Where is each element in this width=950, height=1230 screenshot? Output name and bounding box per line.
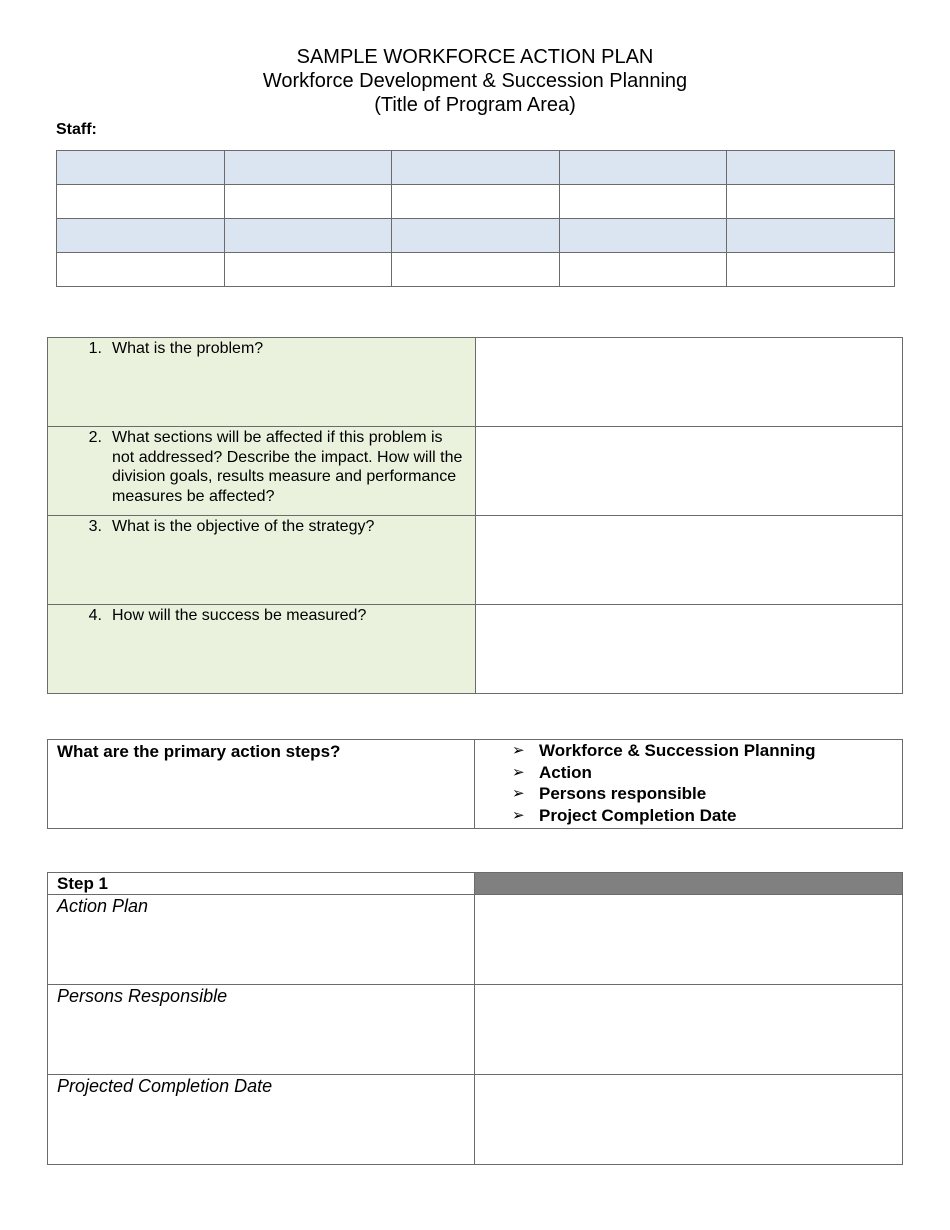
staff-cell[interactable] — [727, 219, 895, 253]
question-cell — [48, 338, 476, 427]
staff-cell[interactable] — [224, 253, 392, 287]
action-steps-list — [475, 740, 902, 826]
staff-cell[interactable] — [392, 219, 560, 253]
staff-cell[interactable] — [727, 253, 895, 287]
staff-label: Staff: — [56, 121, 97, 138]
questions-table — [47, 337, 903, 694]
question-row — [48, 338, 903, 427]
document-title: SAMPLE WORKFORCE ACTION PLAN — [296, 46, 654, 68]
staff-cell[interactable] — [392, 253, 560, 287]
step-row-label: Projected Completion Date — [48, 1075, 475, 1165]
document-header — [0, 45, 950, 117]
step-header-row — [48, 873, 903, 895]
question-number: 1. — [88, 340, 102, 357]
step-heading: Step 1 — [48, 873, 475, 895]
question-row — [48, 605, 903, 694]
step-row-value[interactable] — [475, 985, 903, 1075]
staff-cell[interactable] — [727, 151, 895, 185]
question-row — [48, 516, 903, 605]
question-cell — [48, 605, 476, 694]
staff-cell[interactable] — [57, 185, 225, 219]
staff-cell[interactable] — [559, 151, 727, 185]
staff-cell[interactable] — [57, 151, 225, 185]
step-row-label: Persons Responsible — [48, 985, 475, 1075]
staff-table — [56, 150, 895, 287]
list-item — [512, 740, 902, 762]
step-row — [48, 985, 903, 1075]
staff-cell[interactable] — [559, 253, 727, 287]
arrow-bullet-icon: ➢ — [512, 742, 525, 759]
staff-row — [57, 253, 895, 287]
staff-cell[interactable] — [727, 185, 895, 219]
staff-cell[interactable] — [57, 253, 225, 287]
answer-cell[interactable] — [476, 605, 903, 694]
step-row-value[interactable] — [475, 1075, 903, 1165]
step-header-fill — [475, 873, 903, 895]
list-item — [512, 762, 902, 784]
staff-cell[interactable] — [559, 219, 727, 253]
step-row — [48, 1075, 903, 1165]
staff-row — [57, 219, 895, 253]
action-steps-table — [47, 739, 903, 829]
list-item — [512, 783, 902, 805]
step-row — [48, 895, 903, 985]
question-number: 4. — [88, 607, 102, 624]
list-item-label: Workforce & Succession Planning — [539, 741, 816, 760]
staff-cell[interactable] — [224, 219, 392, 253]
staff-row — [57, 151, 895, 185]
program-area-title: (Title of Program Area) — [374, 94, 576, 116]
answer-cell[interactable] — [476, 516, 903, 605]
list-item-label: Action — [539, 762, 592, 782]
question-number: 2. — [88, 429, 102, 446]
question-number: 3. — [88, 518, 102, 535]
step-row-value[interactable] — [475, 895, 903, 985]
staff-cell[interactable] — [559, 185, 727, 219]
staff-cell[interactable] — [224, 185, 392, 219]
step-table — [47, 872, 903, 1165]
list-item — [512, 805, 902, 827]
question-row — [48, 427, 903, 516]
answer-cell[interactable] — [476, 338, 903, 427]
step-row-label: Action Plan — [48, 895, 475, 985]
staff-cell[interactable] — [224, 151, 392, 185]
question-text: What is the problem? — [112, 340, 264, 357]
staff-cell[interactable] — [392, 151, 560, 185]
question-text: What sections will be affected if this problem is not addressed? Describe the impact. How will the division goals, results measure and performance measures be affected? — [112, 429, 463, 505]
action-steps-question: What are the primary action steps? — [48, 740, 475, 829]
arrow-bullet-icon: ➢ — [512, 763, 525, 781]
question-text: What is the objective of the strategy? — [112, 518, 375, 535]
question-cell — [48, 516, 476, 605]
list-item-label: Project Completion Date — [539, 805, 737, 825]
list-item-label: Persons responsible — [539, 784, 707, 803]
staff-row — [57, 185, 895, 219]
staff-cell[interactable] — [392, 185, 560, 219]
action-steps-row — [48, 740, 903, 829]
question-text: How will the success be measured? — [112, 607, 367, 624]
arrow-bullet-icon: ➢ — [512, 785, 525, 802]
question-cell — [48, 427, 476, 516]
answer-cell[interactable] — [476, 427, 903, 516]
action-steps-list-cell — [475, 740, 903, 829]
staff-cell[interactable] — [57, 219, 225, 253]
document-subtitle: Workforce Development & Succession Planning — [262, 70, 688, 92]
arrow-bullet-icon: ➢ — [512, 806, 525, 824]
